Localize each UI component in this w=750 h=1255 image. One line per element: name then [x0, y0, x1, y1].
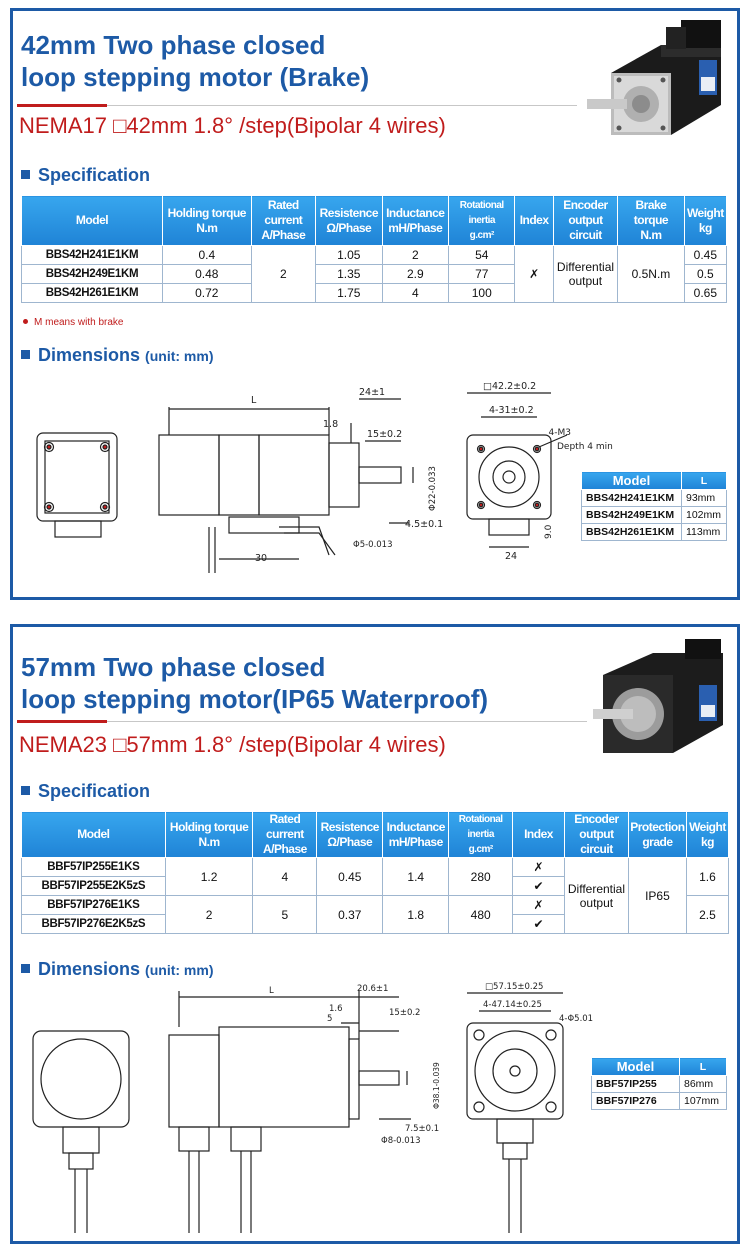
col-model: Model [592, 1058, 680, 1076]
cell-weight: 0.65 [684, 284, 726, 303]
cell-resistance: 1.35 [316, 265, 382, 284]
cell-index: ✗ [513, 896, 565, 915]
dimension-drawings-42mm [19, 377, 613, 597]
cell-length: 107mm [680, 1093, 727, 1110]
cell-model: BBS42H241E1KM [22, 246, 163, 265]
cell-encoder: Differential output [553, 246, 617, 303]
cell-model: BBS42H249E1KM [22, 265, 163, 284]
dim-length-table [591, 1057, 727, 1110]
col-model: Model [582, 472, 682, 490]
col-inductance: Inductance mH/Phase [382, 196, 448, 246]
col-inertia: Rotational inertia g.cm² [449, 196, 515, 246]
cell-weight: 0.5 [684, 265, 726, 284]
title-line-1: 57mm Two phase closed [21, 652, 326, 682]
dim-length-table [581, 471, 727, 541]
col-resistance: Resistence Ω/Phase [316, 196, 382, 246]
cell-inertia: 54 [449, 246, 515, 265]
dim-label-L: L [251, 395, 257, 406]
dim-label: 20.6±1 [357, 984, 389, 994]
cell-current: 2 [251, 246, 315, 303]
col-encoder: Encoder output circuit [564, 812, 628, 858]
bullet-square-icon [21, 786, 30, 795]
title-line-2: loop stepping motor(IP65 Waterproof) [21, 684, 489, 714]
dim-label: 15±0.2 [389, 1008, 421, 1018]
cell-torque: 2 [165, 896, 253, 934]
title-rule [107, 721, 587, 722]
cell-inductance: 1.8 [383, 896, 449, 934]
col-resistance: Resistence Ω/Phase [317, 812, 383, 858]
spec-header-row [22, 196, 727, 246]
dim-label: 30 [255, 553, 268, 564]
product-title [21, 651, 488, 715]
dim-label: Φ22-0.033 [428, 466, 438, 511]
dim-label: 4-47.14±0.25 [483, 1000, 542, 1010]
cell-model: BBS42H261E1KM [22, 284, 163, 303]
cell-inertia: 77 [449, 265, 515, 284]
title-line-1: 42mm Two phase closed [21, 30, 326, 60]
dim-label: 5 [327, 1014, 333, 1024]
col-L: L [680, 1058, 727, 1076]
dim-label: □42.2±0.2 [483, 381, 537, 392]
cell-torque: 0.48 [163, 265, 252, 284]
dim-label-L: L [269, 986, 274, 996]
bullet-square-icon [21, 350, 30, 359]
nema-spec-line: NEMA23 □57mm 1.8° /step(Bipolar 4 wires) [19, 732, 446, 757]
dim-label: Φ5-0.013 [353, 540, 393, 550]
cell-model: BBF57IP276E1KS [22, 896, 166, 915]
col-inductance: Inductance mH/Phase [383, 812, 449, 858]
col-model: Model [22, 812, 166, 858]
dimensions-heading: Dimensions (unit: mm) [21, 345, 213, 366]
col-holding-torque: Holding torque N.m [163, 196, 252, 246]
cell-inductance: 2 [382, 246, 448, 265]
bullet-square-icon [21, 964, 30, 973]
motor-photo-ip65 [593, 635, 733, 765]
spec-table [21, 195, 727, 303]
cell-inertia: 280 [449, 858, 513, 896]
cell-torque: 1.2 [165, 858, 253, 896]
cell-protection: IP65 [628, 858, 686, 934]
col-encoder: Encoder output circuit [553, 196, 617, 246]
col-rated-current: Rated current A/Phase [251, 196, 315, 246]
dimension-drawings-57mm [19, 982, 594, 1241]
col-brake-torque: Brake torque N.m [618, 196, 684, 246]
col-L: L [682, 472, 727, 490]
cell-inductance: 1.4 [383, 858, 449, 896]
cell-model: BBS42H261E1KM [582, 524, 682, 541]
dim-label: 1.8 [323, 419, 339, 430]
cell-current: 4 [253, 858, 317, 896]
col-weight: Weight kg [684, 196, 726, 246]
cell-model: BBF57IP255 [592, 1076, 680, 1093]
cell-index: ✔ [513, 915, 565, 934]
cell-index: ✗ [513, 858, 565, 877]
cell-length: 113mm [682, 524, 727, 541]
bullet-dot-icon [23, 319, 28, 324]
product-panel-42mm [10, 8, 740, 600]
title-accent-line [17, 720, 107, 723]
cell-inertia: 480 [449, 896, 513, 934]
col-inertia: Rotational inertia g.cm² [449, 812, 513, 858]
cell-length: 93mm [682, 490, 727, 507]
table-row [22, 246, 727, 265]
col-index: Index [515, 196, 553, 246]
cell-model: BBF57IP276 [592, 1093, 680, 1110]
dim-label: 4-31±0.2 [489, 405, 534, 416]
table-row [582, 507, 727, 524]
cell-resistance: 1.75 [316, 284, 382, 303]
cell-model: BBS42H249E1KM [582, 507, 682, 524]
dim-label: 24 [505, 551, 518, 562]
cell-resistance: 0.37 [317, 896, 383, 934]
cell-resistance: 0.45 [317, 858, 383, 896]
cell-brake-torque: 0.5N.m [618, 246, 684, 303]
col-rated-current: Rated current A/Phase [253, 812, 317, 858]
title-accent-line [17, 104, 107, 107]
cell-inertia: 100 [449, 284, 515, 303]
col-holding-torque: Holding torque N.m [165, 812, 253, 858]
table-row [22, 858, 729, 877]
col-model: Model [22, 196, 163, 246]
dim-label: 1.6 [329, 1004, 343, 1014]
cell-torque: 0.4 [163, 246, 252, 265]
motor-photo-brake [581, 15, 733, 155]
dim-label: Φ8-0.013 [381, 1136, 421, 1146]
col-protection: Protection grade [628, 812, 686, 858]
cell-inductance: 4 [382, 284, 448, 303]
dim-label: 9.0 [544, 524, 554, 539]
cell-weight: 1.6 [686, 858, 728, 896]
cell-inductance: 2.9 [382, 265, 448, 284]
table-row [592, 1093, 727, 1110]
dim-label: 15±0.2 [367, 429, 403, 440]
table-row [592, 1076, 727, 1093]
col-index: Index [513, 812, 565, 858]
cell-model: BBF57IP255E2K5zS [22, 877, 166, 896]
cell-weight: 0.45 [684, 246, 726, 265]
col-weight: Weight kg [686, 812, 728, 858]
cell-length: 102mm [682, 507, 727, 524]
cell-encoder: Differential output [564, 858, 628, 934]
table-row [582, 490, 727, 507]
dim-label: Φ38.1-0.039 [432, 1062, 441, 1109]
cell-model: BBS42H241E1KM [582, 490, 682, 507]
bullet-square-icon [21, 170, 30, 179]
dim-label: Depth 4 min [557, 442, 613, 452]
cell-torque: 0.72 [163, 284, 252, 303]
cell-index: ✗ [515, 246, 553, 303]
table-row [582, 524, 727, 541]
dim-label: 4-Φ5.01 [559, 1014, 594, 1024]
nema-spec-line: NEMA17 □42mm 1.8° /step(Bipolar 4 wires) [19, 113, 446, 138]
cell-resistance: 1.05 [316, 246, 382, 265]
dimensions-heading: Dimensions (unit: mm) [21, 959, 213, 980]
product-panel-57mm [10, 624, 740, 1244]
cell-length: 86mm [680, 1076, 727, 1093]
title-line-2: loop stepping motor (Brake) [21, 62, 370, 92]
cell-model: BBF57IP276E2K5zS [22, 915, 166, 934]
spec-heading: Specification [21, 165, 150, 186]
product-title [21, 29, 369, 93]
cell-index: ✔ [513, 877, 565, 896]
cell-model: BBF57IP255E1KS [22, 858, 166, 877]
cell-weight: 2.5 [686, 896, 728, 934]
brake-note: M means with brake [23, 317, 123, 328]
spec-heading: Specification [21, 781, 150, 802]
dim-label: □57.15±0.25 [485, 982, 544, 992]
dim-label: 7.5±0.1 [405, 1124, 440, 1134]
dim-label: 4-M3 [548, 428, 571, 438]
dim-label: 4.5±0.1 [405, 519, 444, 530]
spec-header-row [22, 812, 729, 858]
spec-table [21, 811, 729, 934]
title-rule [107, 105, 577, 106]
cell-current: 5 [253, 896, 317, 934]
dim-label: 24±1 [359, 387, 386, 398]
